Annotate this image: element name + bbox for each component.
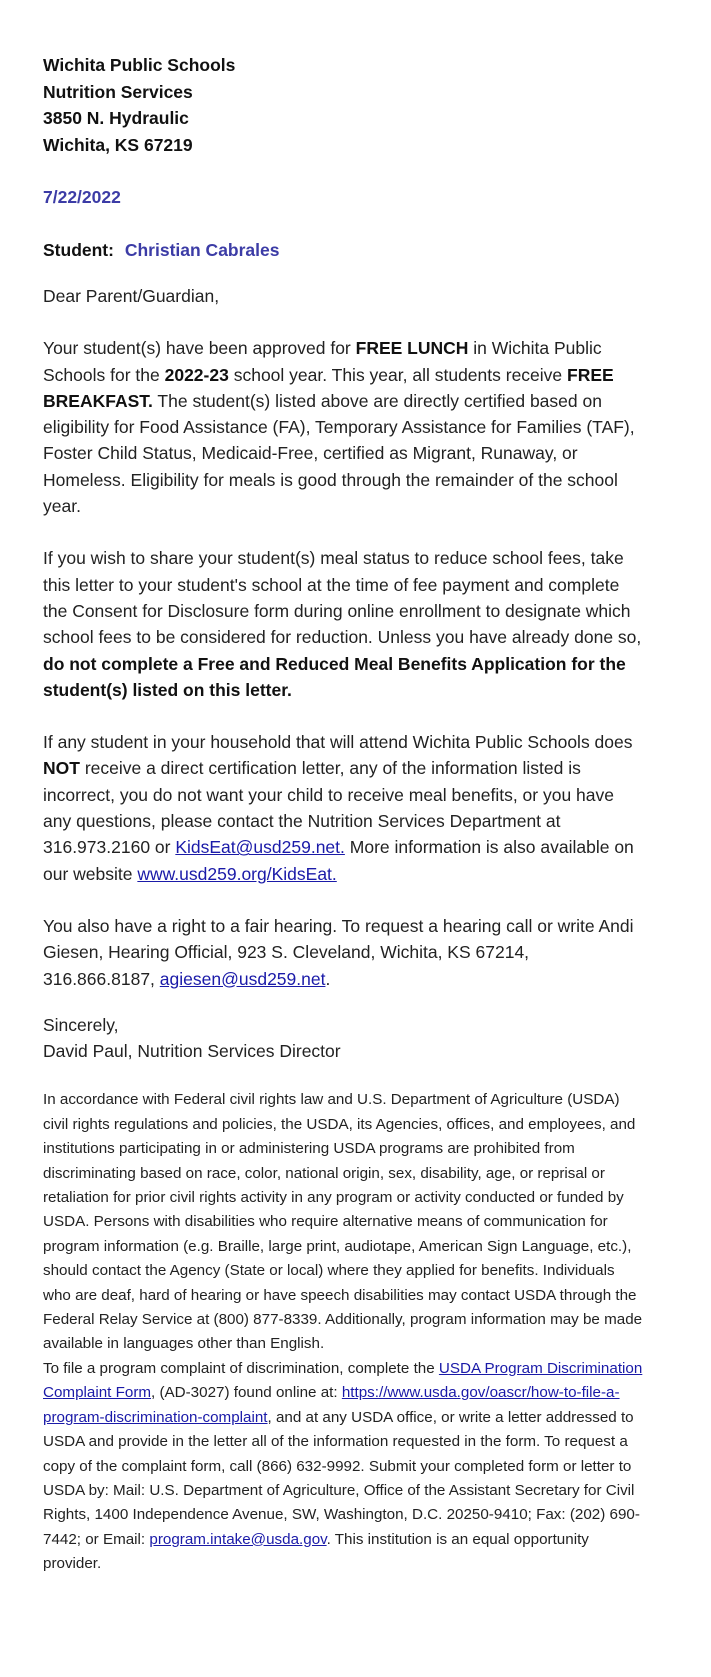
letterhead-dept: Nutrition Services: [43, 81, 193, 102]
hearing-paragraph: [43, 913, 643, 992]
letter-date: 7/22/2022: [43, 187, 121, 207]
approval-text-3: school year. This year, all students receive: [228, 364, 568, 385]
usda-complaint-url-link[interactable]: https://www.usda.gov/oascr/how-to-file-a-program-discrimination-complaint: [43, 1384, 620, 1426]
contact-text-3: More information is also available on our website: [43, 837, 634, 884]
closing: [43, 1012, 643, 1065]
student-name: Christian Cabrales: [124, 240, 280, 260]
kidseat-email-link[interactable]: KidsEat@usd259.net.: [175, 837, 345, 858]
fees-text: If you wish to share your student(s) meal status to reduce school fees, take this letter to your student's school at the time of fee payment and complete the Consent for Disclosure form during online enrollment to designate which school fees to be considered for reduction. Unless you have already done so,: [43, 548, 642, 648]
complaint-form-link[interactable]: USDA Program Discrimination Complaint Form: [43, 1359, 643, 1402]
approval-text-2: in Wichita Public Schools for the: [43, 338, 602, 385]
greeting: Dear Parent/Guardian,: [43, 286, 220, 306]
fees-paragraph: [43, 545, 643, 703]
hearing-text: You also have a right to a fair hearing. To request a hearing call or write Andi Giesen, Hearing Official, 923 S. Cleveland, Wichita, KS 67214, 316.866.8187,: [43, 915, 634, 989]
letterhead-org: Wichita Public Schools: [43, 55, 236, 75]
letterhead-address: [43, 52, 643, 158]
letter-content: [43, 52, 643, 1577]
complaint-text-3: , and at any USDA office, or write a letter addressed to USDA and provide in the letter all of the information requested in the form. To request a copy of the complaint form, call (866) 632-9992. Submit your completed form or letter to USDA by: Mail: U.S. Department of Agriculture, Office of the Assistant Secretary for Civil Rights, 1400 Independence Avenue, SW, Washington, D.C. 20250-9410; Fax: (202) 690-7442; or Email:: [43, 1408, 640, 1548]
nondiscrimination-statement: [43, 1088, 643, 1576]
letterhead-city: Wichita, KS 67219: [43, 134, 193, 155]
kidseat-website-link[interactable]: www.usd259.org/KidsEat.: [137, 863, 337, 884]
do-not-apply-bold: do not complete a Free and Reduced Meal Benefits Application for the student(s) listed on this letter.: [43, 653, 626, 700]
approval-text-4: The student(s) listed above are directly certified based on eligibility for Food Assistance (FA), Temporary Assistance for Families (TAF), Foster Child Status, Medicaid-Free, certified as Migrant, Runaway, or Homeless. Eligibility for meals is good through the remainder of the school year.: [43, 390, 635, 517]
approval-text-1: Your student(s) have been approved for: [43, 338, 356, 359]
civil-rights-paragraph: In accordance with Federal civil rights law and U.S. Department of Agriculture (USDA) civil rights regulations and policies, the USDA, its Agencies, offices, and employees, and institutions participating in or administering USDA programs are prohibited from discriminating based on race, color, national origin, sex, disability, age, or reprisal or retaliation for prior civil rights activity in any program or activity conducted or funded by USDA. Persons with disabilities who require alternative means of communication for program information (e.g. Braille, large print, audiotape, American Sign Language, etc.), should contact the Agency (State or local) where they applied for benefits. Individuals who are deaf, hard of hearing or have speech disabilities may contact USDA through the Federal Relay Service at (800) 877-8339. Additionally, program information may be made available in languages other than English.: [43, 1091, 643, 1353]
free-breakfast-bold: FREE BREAKFAST.: [43, 364, 614, 411]
not-bold: NOT: [43, 758, 80, 779]
contact-text-1: If any student in your household that will attend Wichita Public Schools does: [43, 732, 633, 753]
school-year-bold: 2022-23: [164, 364, 229, 385]
complaint-text-4: . This institution is an equal opportunity provider.: [43, 1530, 589, 1573]
letterhead-street: 3850 N. Hydraulic: [43, 108, 189, 128]
closing-signature: David Paul, Nutrition Services Director: [43, 1041, 341, 1062]
complaint-text-1: To file a program complaint of discrimination, complete the: [43, 1359, 439, 1377]
student-label: Student:: [43, 240, 114, 260]
free-lunch-bold: FREE LUNCH: [355, 338, 469, 359]
complaint-text-2: , (AD-3027) found online at:: [151, 1384, 342, 1402]
approval-paragraph: [43, 335, 643, 519]
hearing-email-link[interactable]: agiesen@usd259.net: [159, 968, 326, 989]
closing-salutation: Sincerely,: [43, 1014, 119, 1035]
contact-paragraph: [43, 729, 643, 887]
program-intake-email-link[interactable]: program.intake@usda.gov: [149, 1530, 327, 1548]
complaint-paragraph: [43, 1357, 643, 1577]
student-line: [43, 237, 643, 263]
hearing-period: .: [325, 968, 331, 989]
contact-text-2: receive a direct certification letter, any of the information listed is incorrect, you do not want your child to receive meal benefits, or you have any questions, please contact the Nutrition Services Department at 316.973.2160 or: [43, 758, 614, 858]
